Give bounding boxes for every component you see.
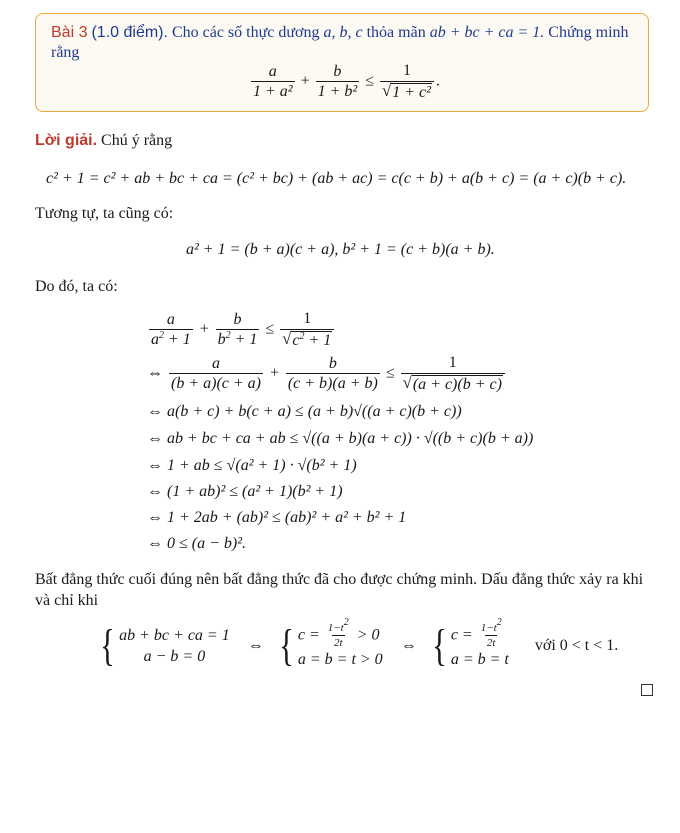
chain-line-4: ⇔ ab + bc + ca + ab ≤ √((a + b)(a + c)) · √((b + c)(b + a)) <box>147 430 534 447</box>
solution-header <box>35 132 172 150</box>
problem-box <box>35 13 649 112</box>
conclusion-line-1: Bất đẳng thức cuối đúng nên bất đẳng thức đã cho được chứng minh. Dấu đẳng thức xảy ra khi <box>35 571 644 588</box>
problem-label: Bài 3 <box>51 24 88 41</box>
solution-intro: Chú ý rằng <box>101 132 173 149</box>
problem-statement <box>51 24 629 42</box>
chain-line-3: ⇔ a(b + c) + b(c + a) ≤ (a + b)√((a + c)(b + c)) <box>147 403 462 420</box>
qed-square-icon <box>641 684 653 696</box>
conclusion-line-2: và chỉ khi <box>35 592 99 609</box>
system-1: { ab + bc + ca = 1 a − b = 0 <box>100 621 230 671</box>
chain-line-2: ⇔ $\frac{a}{(b + a)(c + a)}$ + $\frac{b}{(c + b)(a + b)}$ ≤ 1 √ (a + c)(b + c) <box>147 354 507 394</box>
chain-line-8: ⇔ 0 ≤ (a − b)². <box>147 535 247 552</box>
fraction: 1 √ 1 + c² <box>380 62 434 102</box>
system-tail: với 0 < t < 1. <box>534 637 619 655</box>
equality-system: { ab + bc + ca = 1 a − b = 0 ⇔ { c = $\frac{1-t^2}{2t}$ > 0 a = b = t > 0 ⇔ { c = $\frac{1-t^2}{2t}$ a = b = t với 0 < t < 1. <box>97 622 618 671</box>
chain-line-7: ⇔ 1 + 2ab + (ab)² ≤ (ab)² + a² + b² + 1 <box>147 509 407 526</box>
fraction: $\frac{a}{\text{1 + a²}}$ <box>253 62 293 101</box>
problem-text-cont: rằng <box>51 44 80 61</box>
chain-line-1: $\frac{a}{a^2 + 1}$ + $\frac{b}{b^2 + 1}$ ≤ 1 √ $c^2 + 1$ <box>147 310 336 350</box>
problem-text: Cho các số thực dương a, b, c thỏa mãn ab + bc + ca = 1. Chứng minh <box>171 24 629 41</box>
similar-text: Tương tự, ta cũng có: <box>35 205 174 222</box>
chain-line-5: ⇔ 1 + ab ≤ √(a² + 1) · √(b² + 1) <box>147 457 357 474</box>
hence-text: Do đó, ta có: <box>35 278 118 295</box>
system-3: { c = $\frac{1-t^2}{2t}$ a = b = t <box>431 617 509 671</box>
fraction: $\frac{b}{\text{1 + b²}}$ <box>317 62 358 101</box>
system-2: { c = $\frac{1-t^2}{2t}$ > 0 a = b = t > 0 <box>278 617 383 671</box>
equation-1: c² + 1 = c² + ab + bc + ca = (c² + bc) + (ab + ac) = c(c + b) + a(b + c) = (a + c)(b + c). <box>46 170 627 187</box>
problem-points: (1.0 điểm). <box>91 24 168 41</box>
equation-2: a² + 1 = (b + a)(c + a), b² + 1 = (c + b)(a + b). <box>186 241 495 258</box>
solution-label: Lời giải. <box>35 132 98 149</box>
problem-inequality: $\frac{a}{\text{1 + a²}}$ + $\frac{b}{\text{1 + b²}}$ ≤ 1 √ 1 + c² . <box>253 62 440 101</box>
chain-line-6: ⇔ (1 + ab)² ≤ (a² + 1)(b² + 1) <box>147 483 343 500</box>
